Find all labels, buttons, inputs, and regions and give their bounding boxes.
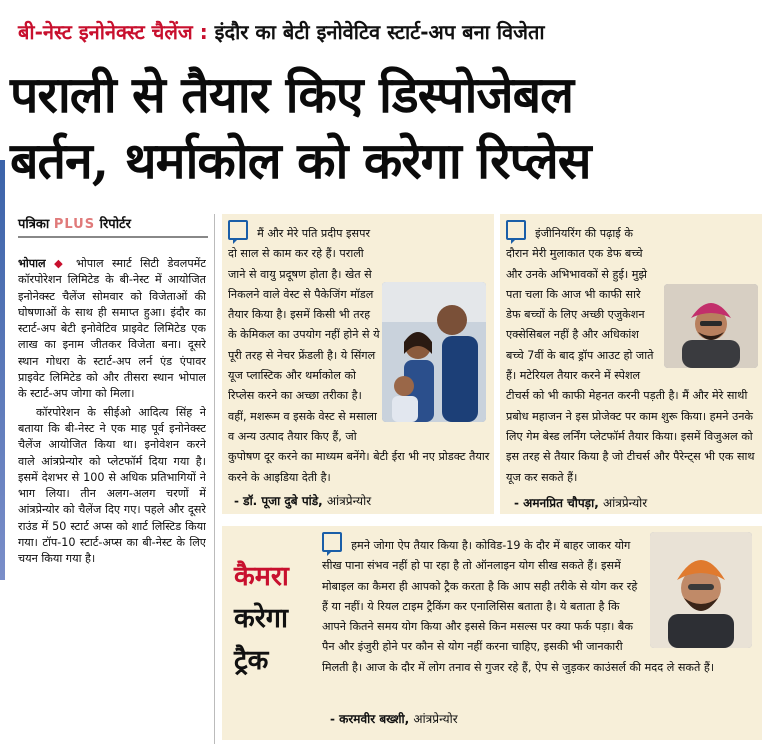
- article-paragraph-1: [18, 256, 206, 403]
- sidebar-title: [234, 556, 314, 682]
- paragraph-2-text: कॉरपोरेशन के सीईओ आदित्य सिंह ने बताया कि बी-नेस्ट ने एक माह पूर्व इनोनेक्स्ट चैलेंज आयोजित किया था। इनोवेशन करने वाले आंत्रप्रेन्योर को प्लेटफॉर्म दिया गया है। इसमें देशभर से 100 से अधिक प्रतिभागियों ने भाग लिया। तीन अलग-अलग चरणों में आंत्रप्रेन्योर को चैलेंज दिए गए। पहले और दूसरे राउंड में 50 स्टार्ट अप्स को शार्ट लिस्टिड किया गया। टॉप-10 स्टार्ट-अप्स का बी-नेस्ट के लिए चयन किया गया है।: [18, 405, 206, 566]
- kicker-red: बी-नेस्ट इनोनेक्स्ट चैलेंज :: [18, 20, 208, 44]
- quote-3-text: हमने जोगा ऐप तैयार किया है। कोविड-19 के दौर में बाहर जाकर योग सीख पाना संभव नहीं हो पा रहा है तो ऑनलाइन योग सीख सकते हैं। इसमें मोबाइल का कैमरा ही आपको ट्रैक करता है कि आप सही तरीके से योग कर रहे हैं या नहीं। ये रियल टाइम ट्रैकिंग कर एनालिसिस बताता है। ये बताता है कि आपने कितने समय योग किया और इससे किन मसल्स पर क्या फर्क पड़ा। बैक पैन और इंजुरी होने पर कौन से योग नहीं करना चाहिए, इसकी भी जानकारी मिलती है। आज के दौर में लोग तनाव से गुजर रहे हैं, ऐप से जुड़कर काउंसर्ल की मदद ले सकते हैं।: [322, 539, 715, 674]
- man-with-orange-turban-photo-icon: [650, 532, 752, 648]
- byline-plus: PLUS: [53, 217, 96, 232]
- quote-1-name: - डॉ. पूजा दुबे पांडे,: [234, 494, 323, 508]
- dateline-diamond-icon: ◆: [54, 257, 68, 270]
- quote-3-icon: [322, 532, 342, 552]
- headline-line-1: पराली से तैयार किए डिस्पोजेबल: [10, 65, 574, 124]
- family-photo-icon: [382, 282, 486, 422]
- quote-3-name: - करमवीर बख्शी,: [330, 712, 410, 726]
- quote-1-icon: [228, 220, 248, 240]
- quote-3-photo: [650, 532, 752, 648]
- quote-2-icon: [506, 220, 526, 240]
- sidebar-title-word-3: ट्रैक: [234, 645, 269, 676]
- column-divider: [214, 214, 215, 744]
- dateline: भोपाल: [18, 257, 46, 270]
- article-body: [18, 256, 206, 746]
- quote-3-role: आंत्रप्रेन्योर: [413, 712, 458, 726]
- quote-2-role: आंत्रप्रेन्योर: [602, 496, 648, 510]
- sidebar-title-word-1: कैमरा: [234, 561, 289, 592]
- quote-1-role: आंत्रप्रेन्योर: [326, 494, 372, 508]
- kicker-line: [18, 18, 758, 45]
- byline: [18, 214, 208, 238]
- byline-brand: पत्रिका: [18, 217, 50, 232]
- quote-1-photo: [382, 282, 486, 422]
- article-paragraph-2: [18, 405, 206, 568]
- quote-1-signature: [234, 492, 371, 509]
- man-with-turban-photo-icon: [664, 284, 758, 368]
- quote-2-photo: [664, 284, 758, 368]
- quote-2-name: - अमनप्रित चौपड़ा,: [514, 496, 599, 510]
- paragraph-1-text: भोपाल स्मार्ट सिटी डेवलपमेंट कॉरपोरेशन लिमिटेड के बी-नेस्ट में आयोजित इनोनेक्स्ट चैलेंज सोमवार को विजेताओं की घोषणाओं के साथ ही समाप्त हुआ। इंदौर का स्टार्ट-अप बेटी इनोवेटिव प्राइवेट लिमिटेड एक लाख का इनाम जीतकर विजेता बना। दूसरे स्थान गोधरा के स्टार्ट-अप लर्न एंड एंपावर प्राइवेट लिमिटेड को और तीसरा स्थान भोपाल के स्टार्ट-अप जोगा को मिला।: [18, 257, 206, 401]
- quote-2-text: इंजीनियरिंग की पढ़ाई के दौरान मेरी मुलाकात एक डेफ बच्चे और उनके अभिभावकों से हुई। मुझे पता चला कि आज भी काफी सारे डेफ बच्चों के लिए अच्छी एजुकेशन एक्सेसिबल नहीं है और अधिकांश बच्चे 7वीं के बाद ड्रॉप आउट हो जाते हैं। मटेरियल तैयार करने में स्पेशल टीचर्स को भी काफी मेहनत करनी पड़ती है। मैं और मेरे साथी प्रबोध महाजन ने इस प्रोजेक्ट पर काम शुरू किया। हमने उनके लिए गेम बेस्ड लर्निंग प्लेटफॉर्म तैयार किया। इसमें विजुअल को इस तरह से तैयार किया है जो टीचर्स और पैरेन्ट्स भी एक साथ यूज कर सकते हैं।: [506, 227, 755, 484]
- headline: [10, 62, 762, 194]
- headline-line-2: बर्तन, थर्माकोल को करेगा रिप्लेस: [10, 131, 591, 190]
- sidebar-title-word-2: करेगा: [234, 603, 288, 634]
- edge-color-strip: [0, 160, 5, 580]
- quote-2-signature: [514, 494, 647, 511]
- byline-reporter: रिपोर्टर: [99, 217, 131, 232]
- kicker-black: इंदौर का बेटी इनोवेटिव स्टार्ट-अप बना विजेता: [214, 20, 545, 44]
- quote-1-text: मैं और मेरे पति प्रदीप इसपर दो साल से काम कर रहे हैं। पराली जाने से वायु प्रदूषण होता है। खेत से निकलने वाले वेस्ट से पैकेजिंग मॉडल तैयार किया है। इसमें किसी भी तरह के केमिकल का उपयोग नहीं होने से ये पूरी तरह से नेचर फ्रेंडली है। ये सिंगल यूज प्लास्टिक और थर्माकोल को रिप्लेस करने का अच्छा तरीका है। वहीं, मशरूम व इसके वेस्ट से मसाला व अन्य उत्पाद तैयार किए हैं, जो कुपोषण दूर करने का माध्यम बनेंगे। बेटी ईरा भी नए प्रोडक्ट तैयार करने के आइडिया देती है।: [228, 227, 490, 484]
- quote-3-signature: [330, 710, 458, 727]
